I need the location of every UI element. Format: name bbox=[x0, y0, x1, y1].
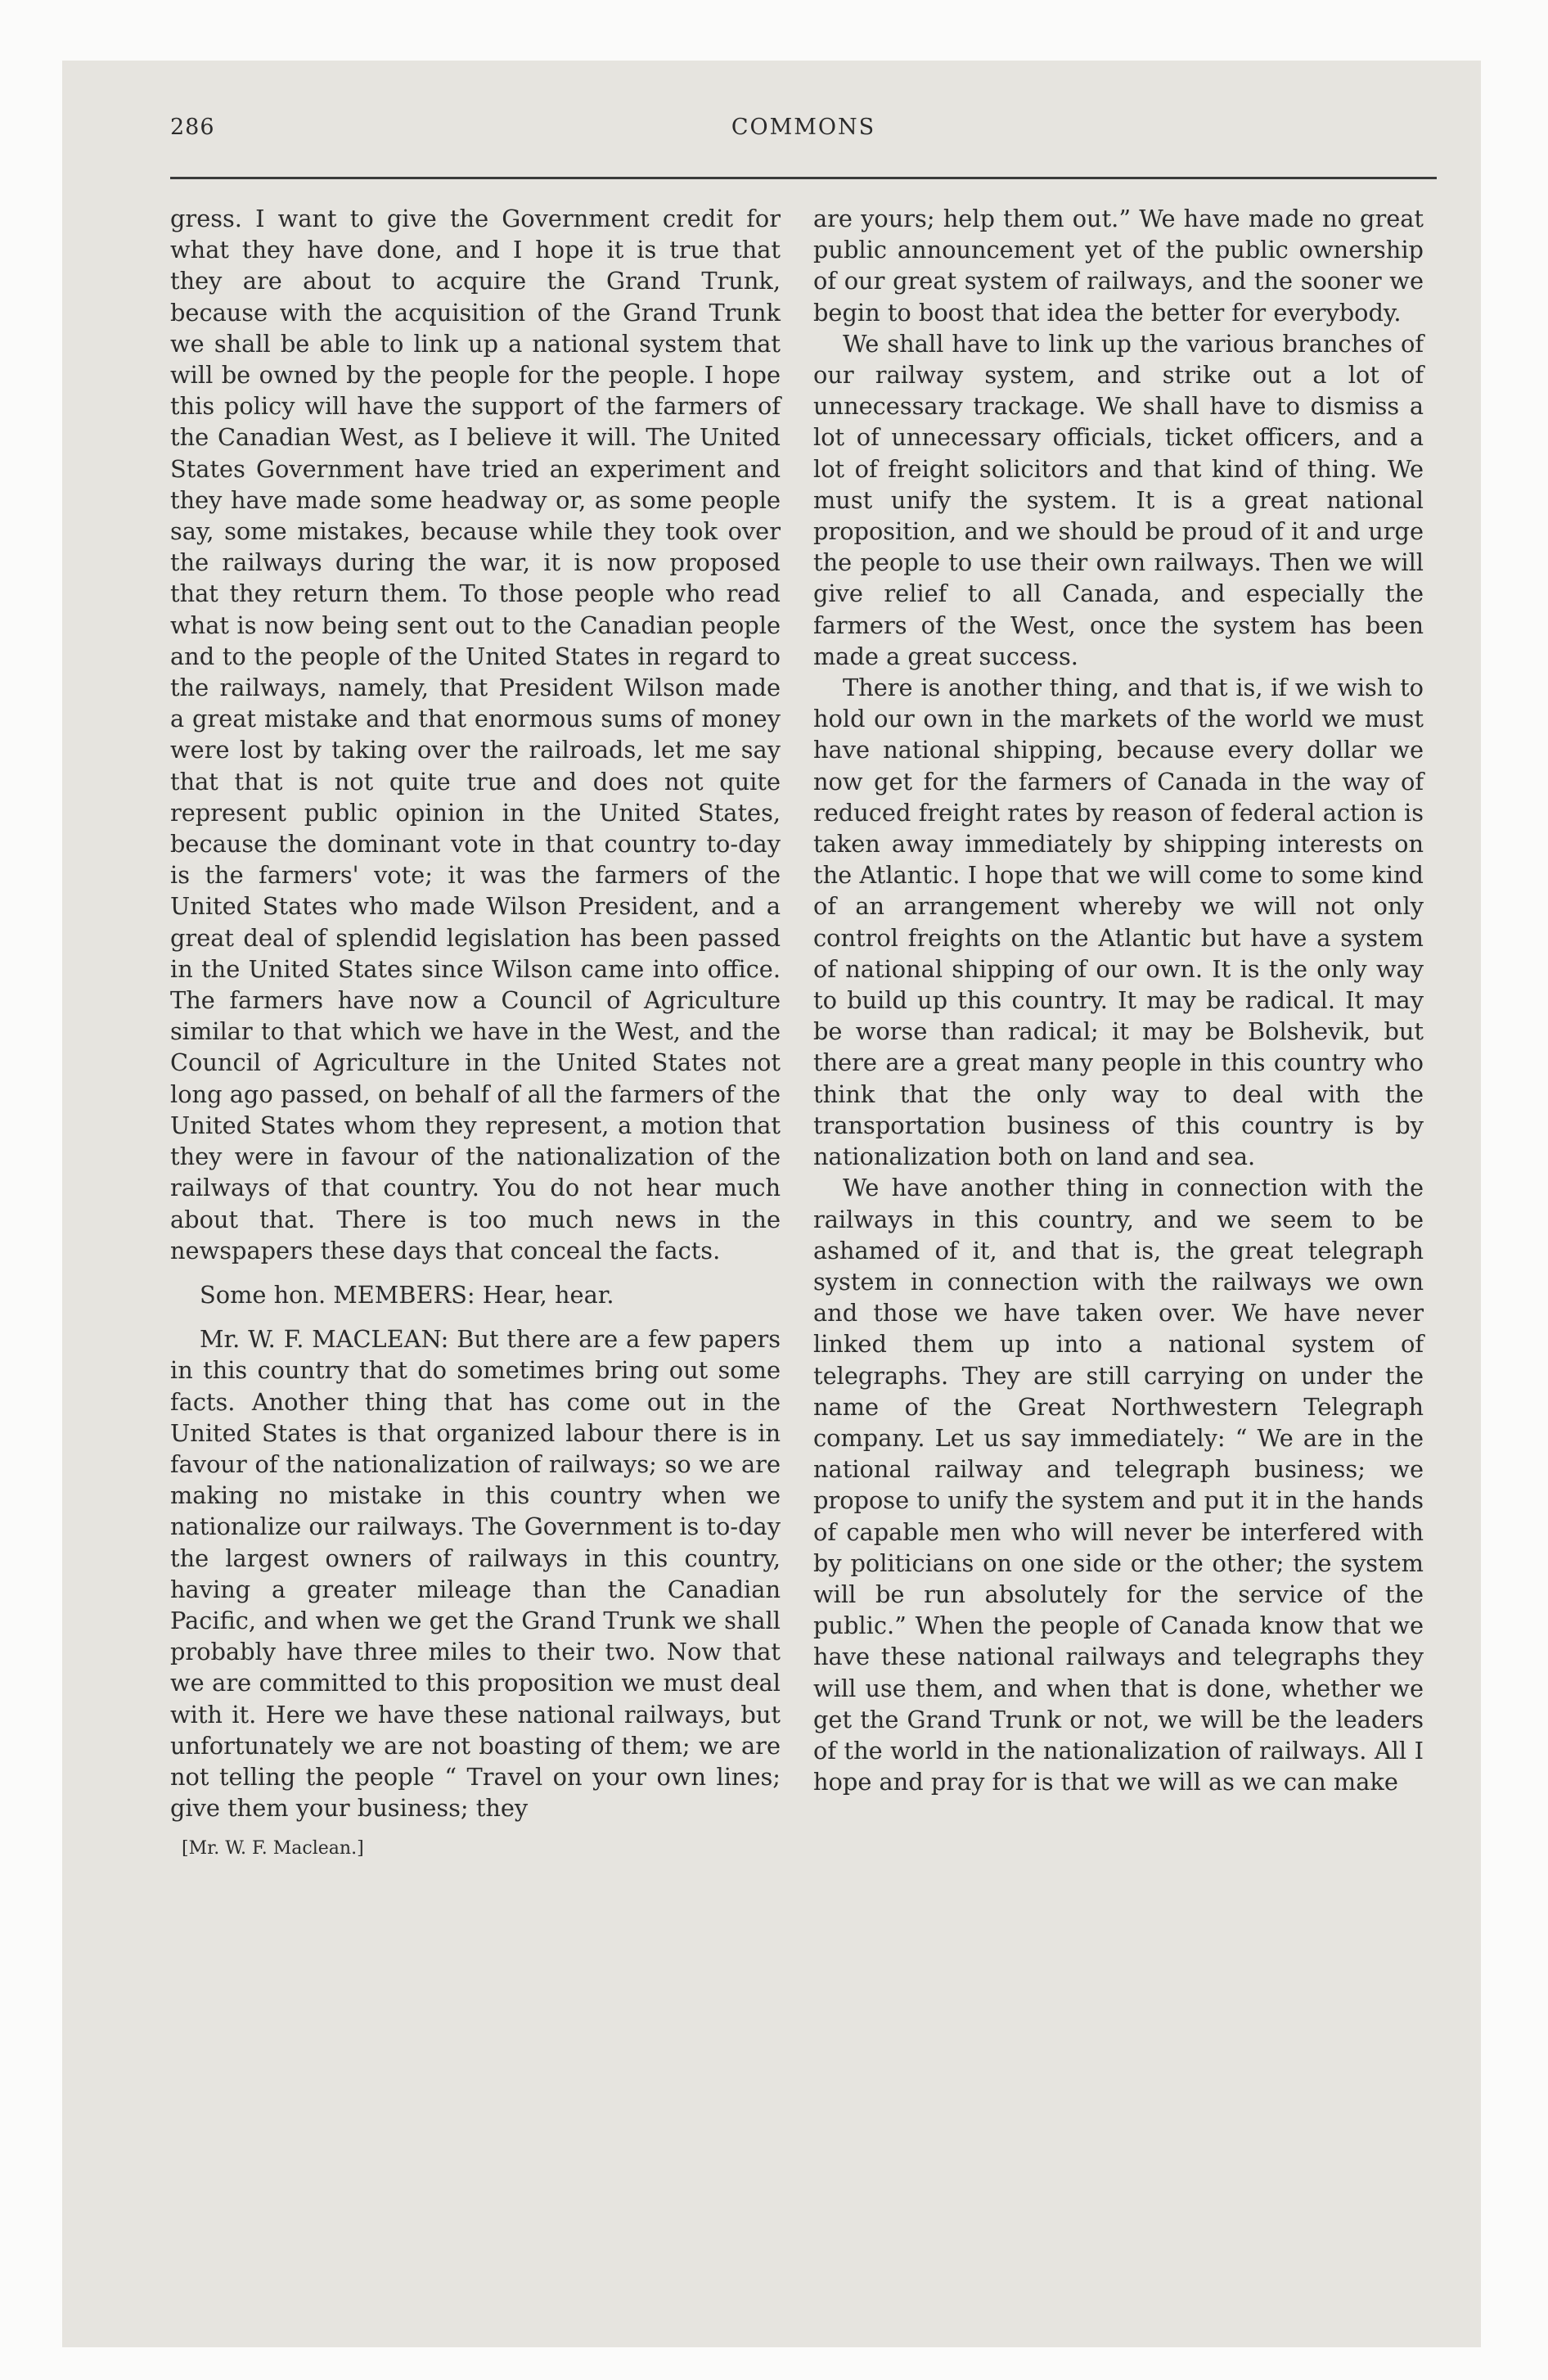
left-paragraph-2: Some hon. MEMBERS: Hear, hear. bbox=[200, 1280, 614, 1309]
speaker-footer: [Mr. W. F. Maclean.] bbox=[182, 1838, 364, 1859]
left-paragraph-3: Mr. W. F. MACLEAN: But there are a few papers in this country that do sometimes bring out some facts. Another thing that has come out in the United States is that organized labour there is in favour of the nationalization of railways; so we are making no mistake in this country when we nationalize our railways. The Government is to-day the largest owners of railways in this country, having a greater mileage than the Canadian Pacific, and when we get the Grand Trunk we shall probably have three miles to their two. Now that we are committed to this proposition we must deal with it. Here we have these national railways, but unfortunately we are not boasting of them; we are not telling the people “ Travel on your own lines; give them your business; they bbox=[170, 1325, 781, 1823]
right-paragraph-2: We shall have to link up the various branches of our railway system, and strike out a lot of unnecessary trackage. We shall have to dismiss a lot of unnecessary officials, ticket officers, and a lot of freight solicitors and that kind of thing. We must unify the system. It is a great national proposition, and we should be proud of it and urge the people to use their own railways. Then we will give relief to all Canada, and especially the farmers of the West, once the system has been made a great success. bbox=[813, 329, 1424, 670]
left-paragraph-1: gress. I want to give the Government credit for what they have done, and I hope it is true that they are about to acquire the Grand Trunk, because with the acquisition of the Grand Trunk we shall be able to link up a national system that will be owned by the people for the people. I hope this policy will have the support of the farmers of the Canadian West, as I believe it will. The United States Government have tried an experiment and they have made some headway or, as some people say, some mistakes, because while they took over the railways during the war, it is now proposed that they return them. To those people who read what is now being sent out to the Canadian people and to the people of the United States in regard to the railways, namely, that President Wilson made a great mistake and that enormous sums of money were lost by taking over the railroads, let me say that that is not quite true and does not quite represent public opinion in the United States, because the dominant vote in that country to-day is the farmers' vote; it was the farmers of the United States who made Wilson President, and a great deal of splendid legislation has been passed in the United States since Wilson came into office. The farmers have now a Council of Agriculture similar to that which we have in the West, and the Council of Agriculture in the United States not long ago passed, on behalf of all the farmers of the United States whom they represent, a motion that they were in favour of the nationalization of the railways of that country. You do not hear much about that. There is too much news in the newspapers these days that conceal the facts. bbox=[170, 205, 781, 1264]
running-head: COMMONS bbox=[731, 115, 876, 140]
page-number: 286 bbox=[170, 115, 215, 140]
right-paragraph-3: There is another thing, and that is, if we wish to hold our own in the markets of the world we must have national shipping, because every dollar we now get for the farmers of Canada in the way of reduced freight rates by reason of federal action is taken away immediately by shipping interests on the Atlantic. I hope that we will come to some kind of an arrangement whereby we will not only control freights on the Atlantic but have a system of national shipping of our own. It is the only way to build up this country. It may be radical. It may be worse than radical; it may be Bolshevik, but there are a great many people in this country who think that the only way to deal with the transportation business of this country is by nationalization both on land and sea. bbox=[813, 674, 1424, 1171]
right-column bbox=[813, 203, 1424, 1797]
left-column bbox=[170, 203, 781, 1861]
header-rule bbox=[170, 177, 1437, 179]
right-paragraph-4: We have another thing in connection with the railways in this country, and we seem to be ashamed of it, and that is, the great telegraph system in connection with the railways we own and those we have taken over. We have never linked them up into a national system of telegraphs. They are still carrying on under the name of the Great Northwestern Telegraph company. Let us say immediately: “ We are in the national railway and telegraph business; we propose to unify the system and put it in the hands of capable men who will never be interfered with by politicians on one side or the other; the system will be run absolutely for the service of the public.” When the people of Canada know that we have these national railways and telegraphs they will use them, and when that is done, whether we get the Grand Trunk or not, we will be the leaders of the world in the nationalization of railways. All I hope and pray for is that we will as we can make bbox=[813, 1174, 1424, 1796]
right-paragraph-1: are yours; help them out.” We have made no great public announcement yet of the public ownership of our great system of railways, and the sooner we begin to boost that idea the better for everybody. bbox=[813, 205, 1424, 327]
page-header bbox=[170, 115, 1437, 151]
